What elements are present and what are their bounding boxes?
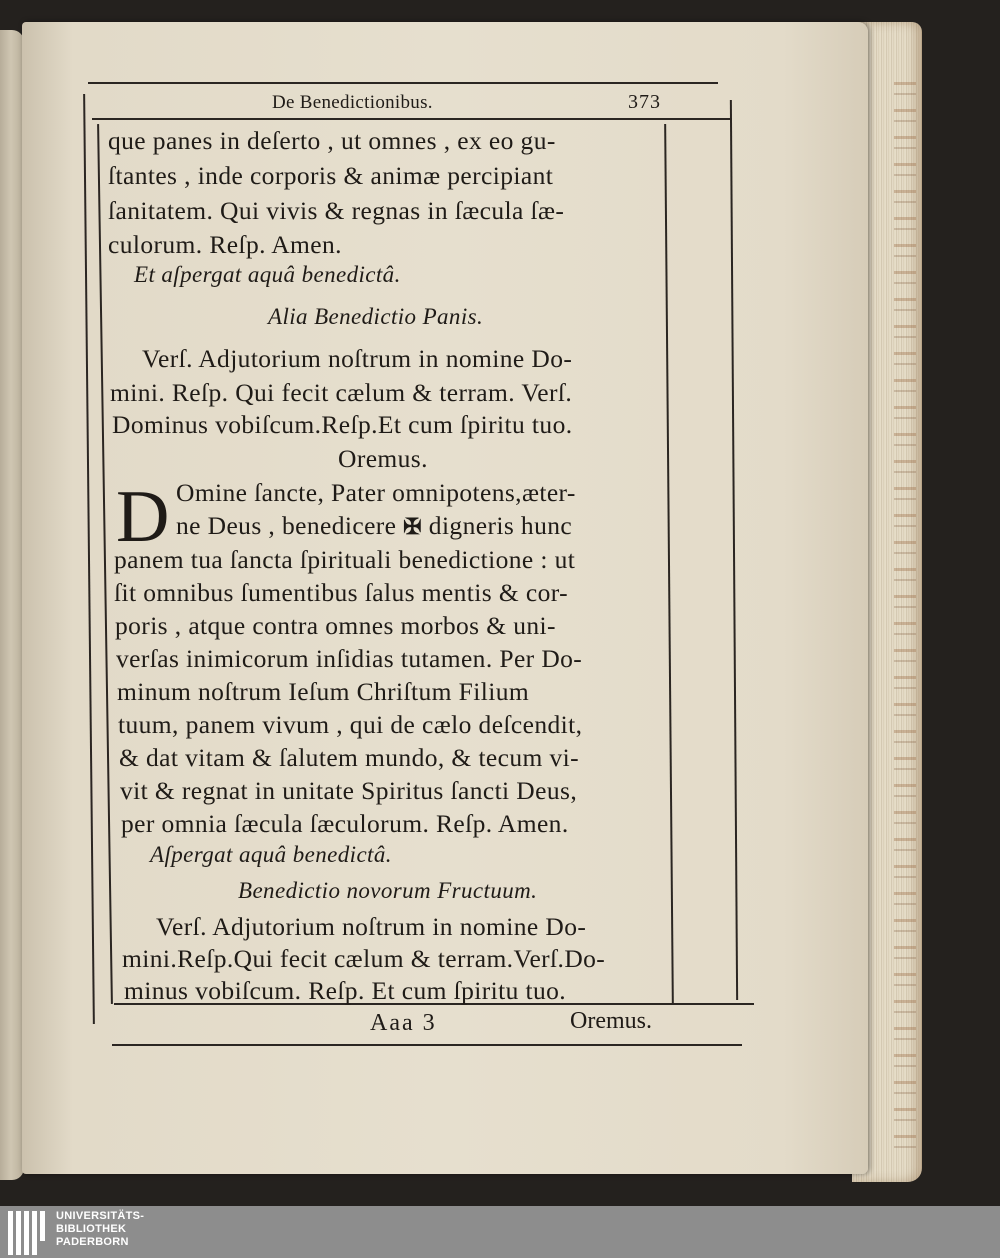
prayer-line-4: ſit omnibus ſumentibus ſalus mentis & cor- bbox=[114, 578, 569, 607]
vers-line-3: Dominus vobiſcum.Reſp.Et cum ſpiritu tuo. bbox=[112, 410, 573, 439]
text-line-2: ſtantes , inde corporis & animæ percipiant bbox=[108, 161, 554, 190]
bottom-outer-rule bbox=[112, 1044, 742, 1046]
catchword: Oremus. bbox=[570, 1008, 652, 1034]
prayer-line-7: minum noſtrum Ieſum Chriſtum Filium bbox=[117, 677, 530, 706]
cross-icon: ✠ bbox=[403, 514, 423, 539]
vers-line-1: Verſ. Adjutorium noſtrum in nomine Do- bbox=[142, 344, 573, 373]
prayer-line-1: Omine ſancte, Pater omnipotens,æter- bbox=[176, 478, 576, 507]
vers2-line-1: Verſ. Adjutorium noſtrum in nomine Do- bbox=[156, 912, 587, 941]
heading-benedictio-novorum-fructuum: Benedictio novorum Fructuum. bbox=[238, 878, 538, 903]
prayer-line-8: tuum, panem vivum , qui de cælo deſcendit, bbox=[118, 710, 583, 739]
left-page-edge bbox=[0, 30, 24, 1180]
prayer-line-3: panem tua ſancta ſpirituali benedictione : ut bbox=[114, 545, 576, 574]
header-rule bbox=[92, 118, 732, 120]
library-name-line-2: BIBLIOTHEK bbox=[56, 1223, 127, 1235]
prayer-line-5: poris , atque contra omnes morbos & uni- bbox=[115, 611, 556, 640]
library-name-line-3: PADERBORN bbox=[56, 1236, 129, 1248]
text-line-1: que panes in deſerto , ut omnes , ex eo gu- bbox=[108, 126, 556, 155]
library-footer-bar bbox=[0, 1206, 1000, 1258]
vers-line-2: mini. Reſp. Qui fecit cælum & terram. Verſ. bbox=[110, 378, 573, 407]
library-name-line-1: UNIVERSITÄTS- bbox=[56, 1210, 145, 1222]
prayer-line-2-start: ne Deus , benedicere bbox=[176, 511, 404, 540]
library-logo-icon bbox=[8, 1211, 46, 1255]
vers2-line-3: minus vobiſcum. Reſp. Et cum ſpiritu tuo. bbox=[124, 976, 567, 1005]
running-title: De Benedictionibus. bbox=[272, 92, 433, 113]
top-rule bbox=[88, 82, 718, 84]
drop-cap-initial: D bbox=[116, 476, 170, 558]
rubric-aspergat-1: Et aſpergat aquâ benedictâ. bbox=[134, 262, 401, 287]
text-line-3: ſanitatem. Qui vivis & regnas in ſæcula ſæ- bbox=[108, 196, 565, 225]
prayer-line-2 bbox=[176, 511, 572, 541]
prayer-line-6: verſas inimicorum inſidias tutamen. Per Do- bbox=[116, 644, 583, 673]
vers2-line-2: mini.Reſp.Qui fecit cælum & terram.Verſ.Do- bbox=[122, 944, 606, 973]
signature-mark: Aaa 3 bbox=[370, 1010, 437, 1036]
rubric-aspergat-2: Aſpergat aquâ benedictâ. bbox=[150, 842, 392, 867]
prayer-line-10: vit & regnat in unitate Spiritus ſancti Deus, bbox=[120, 776, 578, 805]
page-number: 373 bbox=[628, 91, 661, 113]
text-line-4: culorum. Reſp. Amen. bbox=[108, 230, 342, 259]
library-name bbox=[56, 1210, 144, 1249]
prayer-line-11: per omnia ſæcula ſæculorum. Reſp. Amen. bbox=[121, 809, 569, 838]
prayer-line-2-end: digneris hunc bbox=[422, 511, 573, 540]
heading-alia-benedictio-panis: Alia Benedictio Panis. bbox=[268, 304, 484, 329]
prayer-line-9: & dat vitam & ſalutem mundo, & tecum vi- bbox=[119, 743, 580, 772]
oremus-heading: Oremus. bbox=[338, 444, 428, 473]
